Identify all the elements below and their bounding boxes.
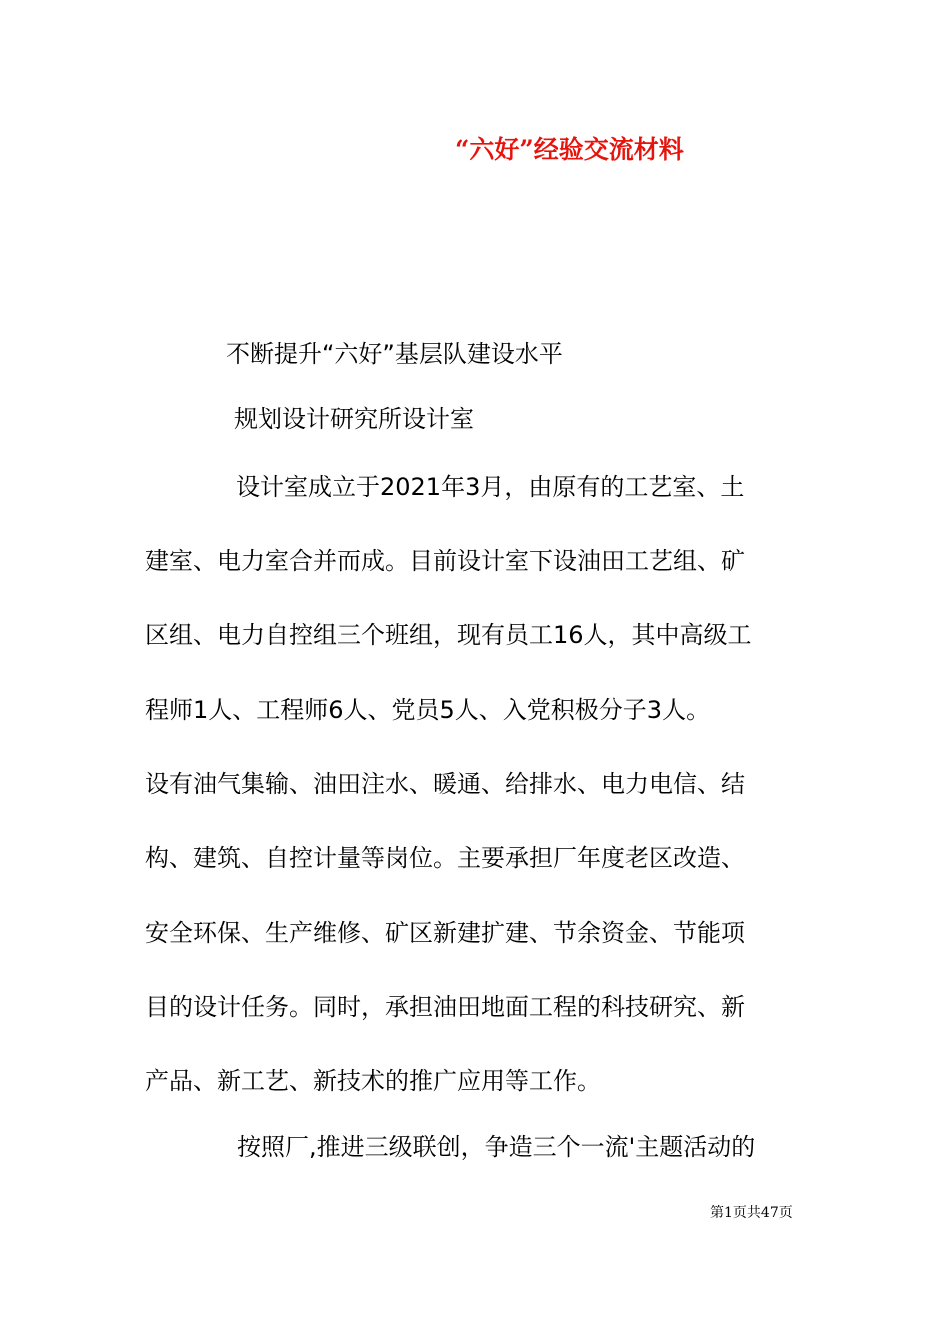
- paragraph-line: 建室、电力室合并而成。目前设计室下设油田工艺组、矿: [145, 547, 745, 575]
- paragraph-line: 设有油气集输、油田注水、暖通、给排水、电力电信、结: [145, 770, 745, 798]
- paragraph-line: 区组、电力自控组三个班组，现有员工16人，其中高级工: [145, 621, 752, 649]
- paragraph-line: 设计室成立于2021年3月，由原有的工艺室、土: [236, 473, 745, 501]
- document-title: “六好”经验交流材料: [455, 135, 684, 164]
- paragraph-line: 构、建筑、自控计量等岗位。主要承担厂年度老区改造、: [145, 844, 745, 872]
- paragraph-line: 产品、新工艺、新技术的推广应用等工作。: [145, 1067, 601, 1095]
- paragraph-line: 按照厂,推进三级联创，争造三个一流'主题活动的: [237, 1133, 756, 1161]
- paragraph-line: 程师1人、工程师6人、党员5人、入党积极分子3人。: [145, 696, 711, 724]
- paragraph-line: 安全环保、生产维修、矿区新建扩建、节余资金、节能项: [145, 919, 745, 947]
- paragraph-line: 目的设计任务。同时，承担油田地面工程的科技研究、新: [145, 993, 745, 1021]
- document-subtitle: 不断提升“六好”基层队建设水平: [226, 340, 563, 368]
- document-author: 规划设计研究所设计室: [234, 405, 474, 433]
- page-number-footer: 第1页共47页: [710, 1205, 793, 1221]
